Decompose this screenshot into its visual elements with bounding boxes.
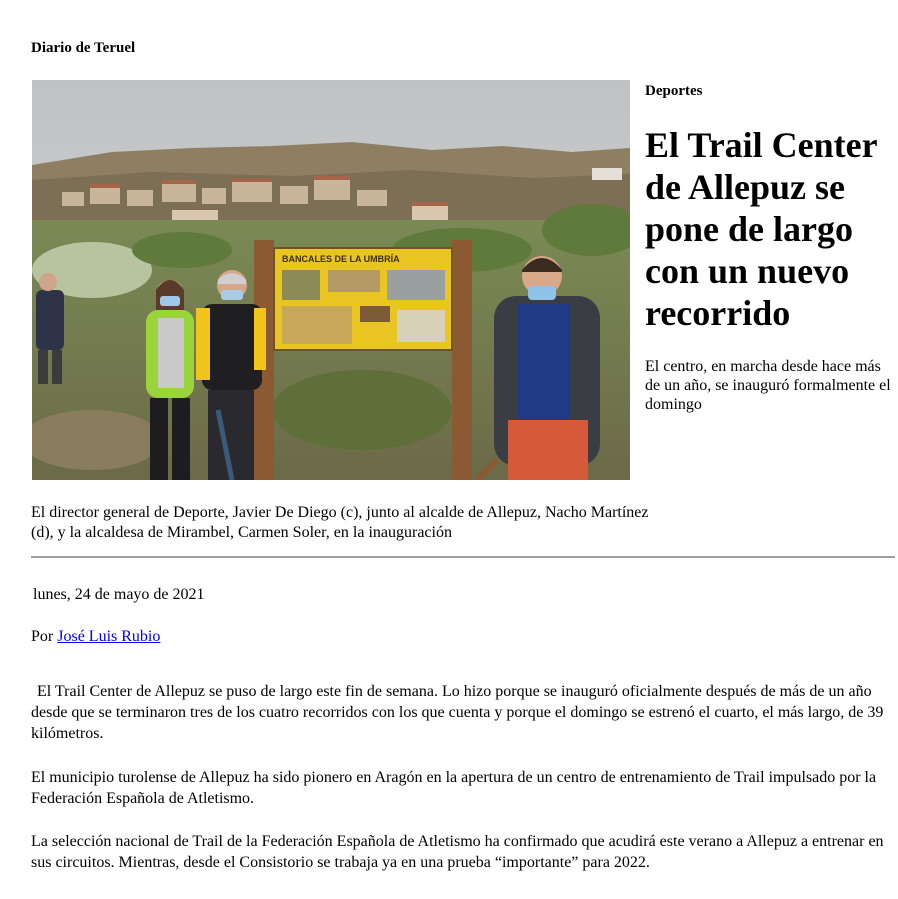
sign-title: BANCALES DE LA UMBRÍA xyxy=(282,254,400,264)
sign-board xyxy=(274,248,452,350)
masthead: Diario de Teruel xyxy=(31,40,136,56)
byline-prefix: Por xyxy=(31,628,54,645)
author-link[interactable]: José Luis Rubio xyxy=(57,628,161,645)
subheadline: El centro, en marcha desde hace más de un año, se inauguró formalmente el domingo xyxy=(645,358,891,413)
article-paragraph-1: El Trail Center de Allepuz se puso de largo este fin de semana. Lo hizo porque se inauguró oficialmente después de más de un año desde que se terminaron tres de los cuatro recorridos con los que cuenta y porque el domingo se estrenó el cuarto, el más largo, de 39 kilómetros. xyxy=(31,683,884,742)
section-label: Deportes xyxy=(645,83,703,99)
headline: El Trail Center de Allepuz se pone de largo con un nuevo recorrido xyxy=(645,125,877,333)
article-paragraph-2: El municipio turolense de Allepuz ha sido pionero en Aragón en la apertura de un centro de entrenamiento de Trail impulsado por la Federación Española de Atletismo. xyxy=(31,769,877,807)
article-paragraph-3: La selección nacional de Trail de la Federación Española de Atletismo ha confirmado que acudirá este verano a Allepuz a entrenar en sus circuitos. Mientras, desde el Consistorio se trabaja ya en una prueba “importante” para 2022. xyxy=(31,833,884,871)
publication-date: lunes, 24 de mayo de 2021 xyxy=(33,586,205,603)
photo-caption: El director general de Deporte, Javier De Diego (c), junto al alcalde de Allepuz, Nacho Martínez (d), y la alcaldesa de Mirambel, Carmen Soler, en la inauguración xyxy=(31,504,649,541)
article-photo xyxy=(32,80,630,480)
byline xyxy=(31,628,160,646)
divider xyxy=(31,556,895,558)
